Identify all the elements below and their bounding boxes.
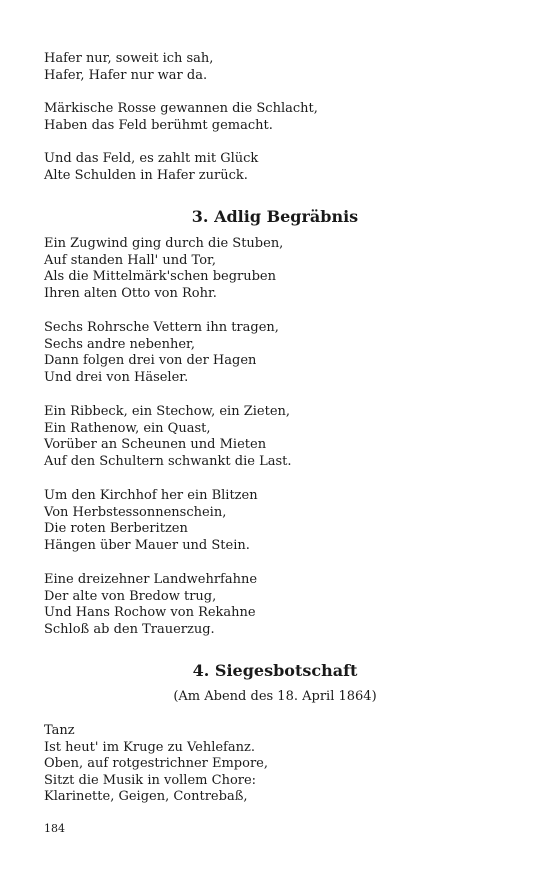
verse-line: Alte Schulden in Hafer zurück.: [44, 167, 248, 183]
verse-line: Hafer nur, soweit ich sah,: [44, 51, 214, 66]
verse-line: Als die Mittelmärk'schen begruben: [44, 269, 277, 285]
stanza: [44, 151, 514, 184]
verse-line: Eine dreizehner Landwehrfahne: [44, 572, 258, 587]
verse-line: Ein Ribbeck, ein Stechow, ein Zieten,: [44, 404, 291, 419]
verse-line: Um den Kirchhof her ein Blitzen: [44, 488, 258, 503]
verse-line: Und drei von Häseler.: [44, 369, 189, 385]
stanza: [44, 404, 514, 470]
stanza: [44, 101, 514, 134]
verse-line: Der alte von Bredow trug,: [44, 588, 217, 604]
verse-line: Ist heut' im Kruge zu Vehlefanz.: [44, 739, 255, 755]
section-heading: 3. Adlig Begräbnis: [191, 207, 359, 226]
verse-line: Ihren alten Otto von Rohr.: [44, 285, 217, 301]
verse-line: Hängen über Mauer und Stein.: [44, 537, 250, 553]
section-subtitle: (Am Abend des 18. April 1864): [173, 689, 377, 704]
verse-line: Vorüber an Scheunen und Mieten: [44, 437, 267, 453]
stanza: [44, 320, 514, 386]
stanza: [44, 488, 514, 554]
verse-line: Die roten Berberitzen: [44, 521, 188, 537]
section-heading: 4. Siegesbotschaft: [192, 661, 358, 680]
verse-line: Märkische Rosse gewannen die Schlacht,: [44, 101, 318, 116]
verse-line: Von Herbstessonnenschein,: [44, 504, 227, 520]
verse-line: Schloß ab den Trauerzug.: [44, 621, 215, 637]
verse-line: Klarinette, Geigen, Contrebaß,: [44, 789, 248, 805]
verse-line: Hafer, Hafer nur war da.: [44, 67, 208, 83]
page-number: 184: [44, 822, 65, 835]
verse-line: Und das Feld, es zahlt mit Glück: [44, 151, 259, 166]
stanza: [44, 236, 514, 302]
verse-line: Ein Rathenow, ein Quast,: [44, 420, 211, 436]
verse-line: Und Hans Rochow von Rekahne: [44, 605, 256, 621]
stanza: [44, 723, 514, 806]
verse-line: Sechs andre nebenher,: [44, 336, 195, 352]
stanza: [44, 51, 514, 84]
verse-line: Sitzt die Musik in vollem Chore:: [44, 772, 257, 788]
verse-line: Auf standen Hall' und Tor,: [44, 252, 216, 268]
stanza: [44, 572, 514, 638]
verse-line: Sechs Rohrsche Vettern ihn tragen,: [44, 320, 279, 335]
verse-line: Oben, auf rotgestrichner Empore,: [44, 756, 268, 772]
verse-line: Dann folgen drei von der Hagen: [44, 353, 257, 369]
verse-line: Tanz: [44, 723, 75, 738]
verse-line: Auf den Schultern schwankt die Last.: [44, 453, 292, 469]
verse-line: Ein Zugwind ging durch die Stuben,: [44, 236, 284, 251]
verse-line: Haben das Feld berühmt gemacht.: [44, 117, 273, 133]
